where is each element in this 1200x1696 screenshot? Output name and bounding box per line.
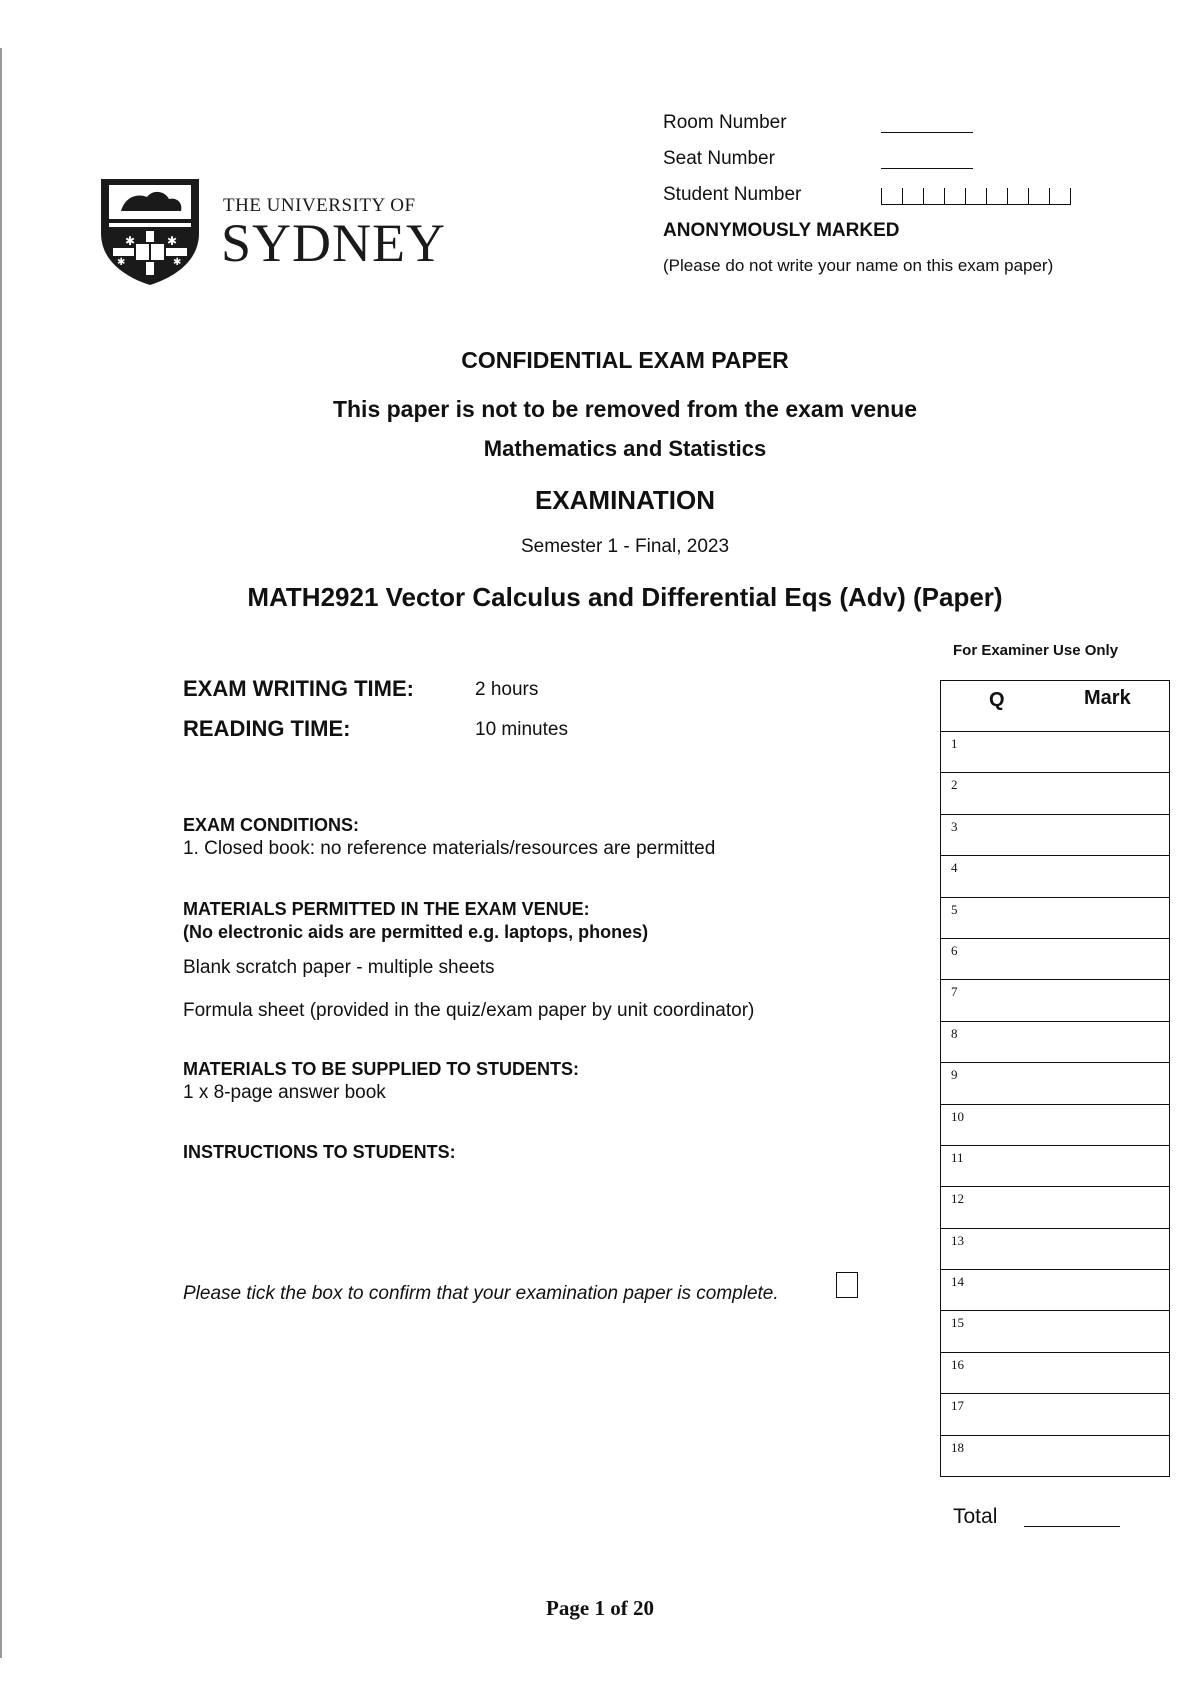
question-number: 11 <box>951 1149 964 1165</box>
student-digit-box[interactable] <box>923 188 944 205</box>
question-number: 5 <box>951 901 958 917</box>
svg-text:✱: ✱ <box>173 257 182 268</box>
question-number: 17 <box>951 1398 964 1414</box>
question-number: 13 <box>951 1232 964 1248</box>
table-row[interactable] <box>941 1105 1169 1146</box>
student-number-label: Student Number <box>663 184 802 205</box>
table-row[interactable] <box>941 939 1169 980</box>
question-number: 6 <box>951 942 958 958</box>
student-digit-box[interactable] <box>965 188 986 205</box>
not-removed-notice: This paper is not to be removed from the exam venue <box>332 396 918 422</box>
room-number-field[interactable] <box>881 132 973 133</box>
conditions-heading: EXAM CONDITIONS: <box>183 815 360 835</box>
table-row[interactable] <box>941 732 1169 773</box>
marks-table <box>940 680 1170 1477</box>
anonymous-marked: ANONYMOUSLY MARKED <box>663 220 900 241</box>
seat-number-field[interactable] <box>881 168 973 169</box>
question-number: 1 <box>951 736 958 751</box>
table-row[interactable] <box>941 815 1169 856</box>
question-number: 15 <box>951 1315 964 1331</box>
seat-number-row <box>663 148 1183 184</box>
question-number: 3 <box>951 818 958 834</box>
table-row[interactable] <box>941 1311 1169 1352</box>
student-digit-box[interactable] <box>944 188 965 205</box>
room-number-label: Room Number <box>663 112 787 133</box>
conditions-item: 1. Closed book: no reference materials/resources are permitted <box>183 838 716 859</box>
question-number: 8 <box>951 1025 958 1041</box>
confidential-title: CONFIDENTIAL EXAM PAPER <box>461 347 789 373</box>
svg-text:✱: ✱ <box>125 234 136 248</box>
table-row[interactable] <box>941 1022 1169 1063</box>
table-row[interactable] <box>941 898 1169 939</box>
confirm-complete-checkbox[interactable] <box>836 1272 858 1298</box>
anonymous-note: (Please do not write your name on this exam paper) <box>663 256 1054 275</box>
exam-title: EXAMINATION <box>534 485 716 515</box>
materials-permitted-subheading: (No electronic aids are permitted e.g. laptops, phones) <box>183 922 649 942</box>
seat-number-label: Seat Number <box>663 148 775 169</box>
student-info <box>663 112 1183 220</box>
reading-time-label: READING TIME: <box>183 716 351 741</box>
materials-permitted-item: Blank scratch paper - multiple sheets <box>183 957 495 978</box>
table-row[interactable] <box>941 773 1169 814</box>
course-title: MATH2921 Vector Calculus and Differential Eqs (Adv) (Paper) <box>247 582 1003 612</box>
materials-permitted-heading: MATERIALS PERMITTED IN THE EXAM VENUE: <box>183 899 590 919</box>
table-row[interactable] <box>941 1063 1169 1104</box>
table-row[interactable] <box>941 1146 1169 1187</box>
question-number: 18 <box>951 1439 964 1455</box>
student-digit-box[interactable] <box>1007 188 1028 205</box>
svg-text:✱: ✱ <box>117 257 126 268</box>
question-number: 7 <box>951 984 958 1000</box>
total-label: Total <box>953 1505 998 1528</box>
question-number: 4 <box>951 860 958 876</box>
room-number-row <box>663 112 1183 148</box>
reading-time-value: 10 minutes <box>475 719 568 740</box>
question-number: 12 <box>951 1191 964 1207</box>
table-row[interactable] <box>941 856 1169 897</box>
instructions-heading: INSTRUCTIONS TO STUDENTS: <box>183 1142 456 1162</box>
crest-icon <box>95 175 205 287</box>
table-row[interactable] <box>941 1394 1169 1435</box>
question-number: 16 <box>951 1356 964 1372</box>
examiner-use-note: For Examiner Use Only <box>953 642 1119 659</box>
university-name-line1: THE UNIVERSITY OF <box>223 195 416 216</box>
table-row[interactable] <box>941 1187 1169 1228</box>
question-number: 10 <box>951 1108 964 1124</box>
school-name: Mathematics and Statistics <box>483 436 767 461</box>
question-number: 14 <box>951 1274 964 1290</box>
writing-time-value: 2 hours <box>475 679 539 700</box>
writing-time-label: EXAM WRITING TIME: <box>183 676 414 701</box>
svg-text:✱: ✱ <box>167 234 178 248</box>
table-row[interactable] <box>941 1436 1169 1476</box>
materials-supplied-item: 1 x 8-page answer book <box>183 1082 386 1103</box>
table-row[interactable] <box>941 980 1169 1021</box>
table-row[interactable] <box>941 1229 1169 1270</box>
column-header-mark: Mark <box>1084 687 1131 709</box>
total-field[interactable] <box>1024 1526 1120 1527</box>
university-logo <box>95 175 447 285</box>
student-number-row <box>663 184 1183 220</box>
marks-table-body <box>941 732 1169 1476</box>
page-edge <box>0 48 2 1658</box>
materials-supplied-heading: MATERIALS TO BE SUPPLIED TO STUDENTS: <box>183 1059 580 1079</box>
student-digit-box[interactable] <box>902 188 923 205</box>
materials-permitted-item: Formula sheet (provided in the quiz/exam paper by unit coordinator) <box>183 1000 755 1021</box>
student-digit-box[interactable] <box>986 188 1007 205</box>
student-digit-box[interactable] <box>1028 188 1049 205</box>
column-header-q: Q <box>989 689 1005 711</box>
student-digit-box[interactable] <box>1049 188 1071 205</box>
table-row[interactable] <box>941 1353 1169 1394</box>
university-name-line2: SYDNEY <box>221 213 447 273</box>
table-row[interactable] <box>941 1270 1169 1311</box>
page-number: Page 1 of 20 <box>546 1596 654 1620</box>
confirm-complete-text: Please tick the box to confirm that your examination paper is complete. <box>183 1283 779 1304</box>
semester-line: Semester 1 - Final, 2023 <box>520 536 730 557</box>
student-number-field[interactable] <box>881 188 1071 206</box>
question-number: 9 <box>951 1067 958 1083</box>
marks-table-header <box>941 681 1169 732</box>
student-digit-box[interactable] <box>881 188 902 205</box>
question-number: 2 <box>951 777 958 793</box>
